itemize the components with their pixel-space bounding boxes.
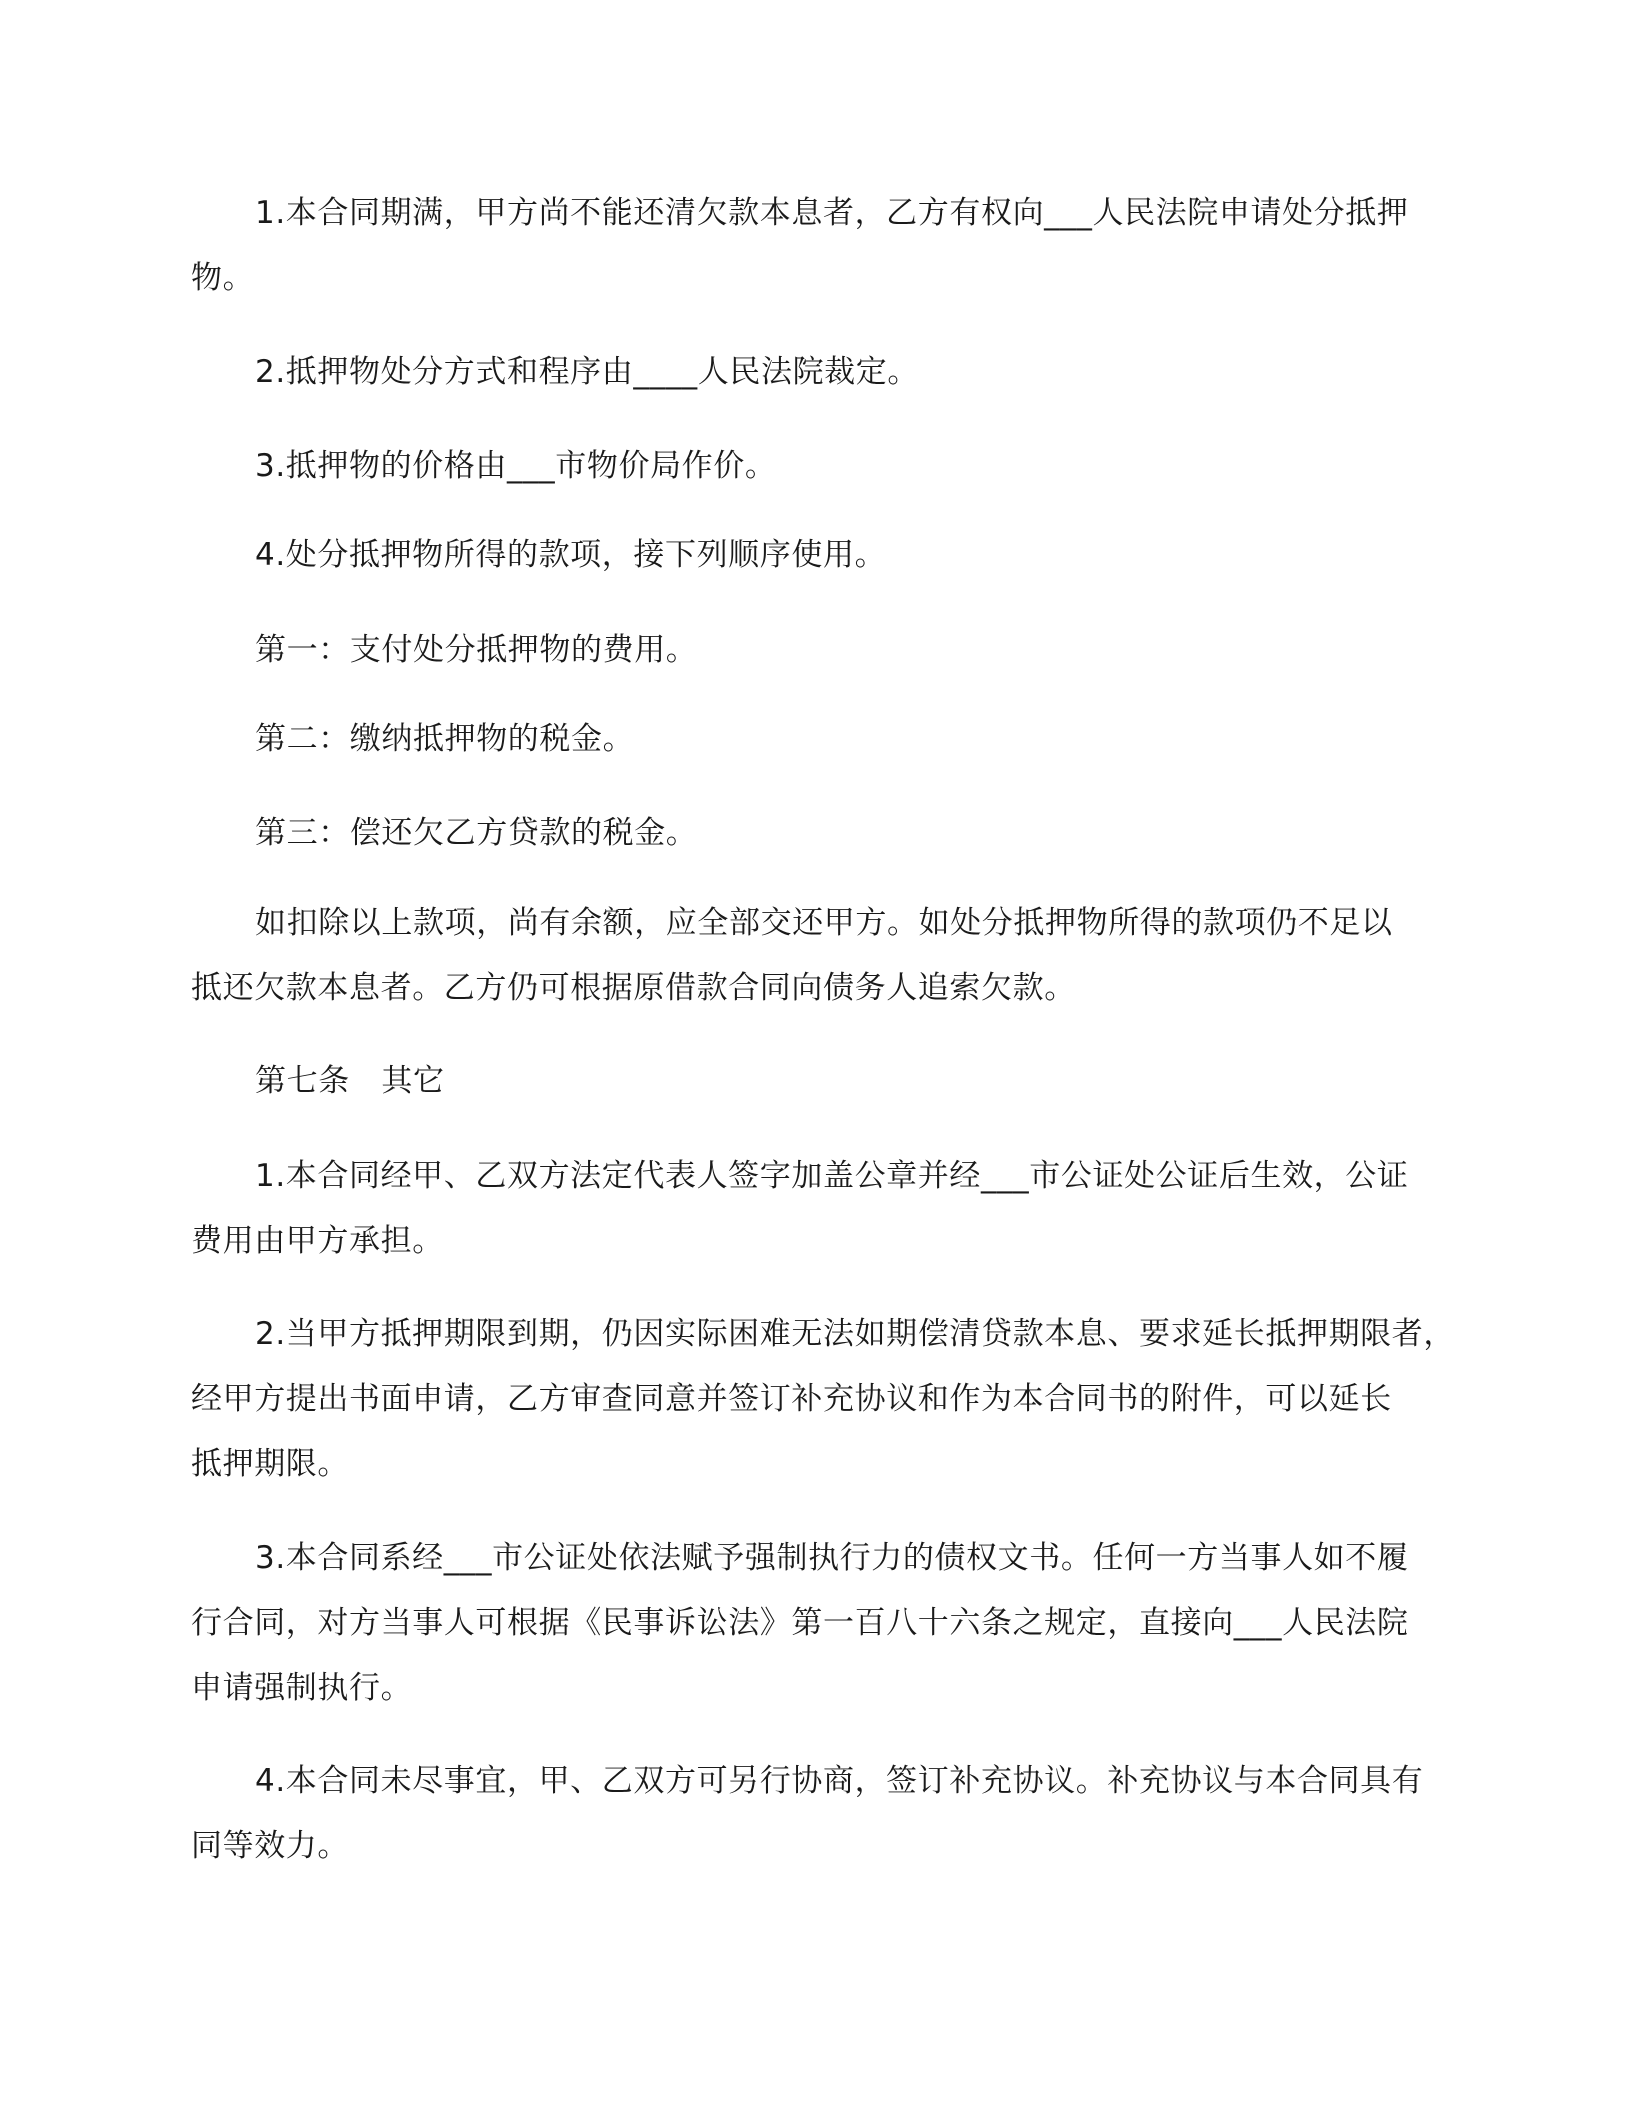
clause-3: 3.抵押物的价格由___市物价局作价。 <box>255 448 777 484</box>
art7-clause-1-line-1: 1.本合同经甲、乙双方法定代表人签字加盖公章并经___市公证处公证后生效，公证 <box>255 1158 1409 1194</box>
remainder-para-line-2: 抵还欠款本息者。乙方仍可根据原借款合同向债务人追索欠款。 <box>191 970 1076 1006</box>
art7-clause-2-line-1: 2.当甲方抵押期限到期，仍因实际困难无法如期偿清贷款本息、要求延长抵押期限者， <box>255 1316 1455 1352</box>
remainder-para-line-1: 如扣除以上款项，尚有余额，应全部交还甲方。如处分抵押物所得的款项仍不足以 <box>255 905 1393 941</box>
art7-clause-3-line-1: 3.本合同系经___市公证处依法赋予强制执行力的债权文书。任何一方当事人如不履 <box>255 1540 1409 1576</box>
art7-clause-2-line-2: 经甲方提出书面申请，乙方审查同意并签订补充协议和作为本合同书的附件，可以延长 <box>191 1381 1392 1417</box>
clause-1-line-2: 物。 <box>191 260 255 296</box>
clause-1-line-1: 1.本合同期满，甲方尚不能还清欠款本息者，乙方有权向___人民法院申请处分抵押 <box>255 195 1409 231</box>
order-third: 第三：偿还欠乙方贷款的税金。 <box>255 815 698 851</box>
order-first: 第一：支付处分抵押物的费用。 <box>255 632 698 668</box>
art7-clause-3-line-3: 申请强制执行。 <box>191 1670 413 1706</box>
clause-4: 4.处分抵押物所得的款项，接下列顺序使用。 <box>255 537 887 573</box>
art7-clause-4-line-1: 4.本合同未尽事宜，甲、乙双方可另行协商，签订补充协议。补充协议与本合同具有 <box>255 1763 1424 1799</box>
art7-clause-3-line-2: 行合同，对方当事人可根据《民事诉讼法》第一百八十六条之规定，直接向___人民法院 <box>191 1605 1409 1641</box>
art7-clause-4-line-2: 同等效力。 <box>191 1828 349 1864</box>
art7-clause-2-line-3: 抵押期限。 <box>191 1446 349 1482</box>
clause-2: 2.抵押物处分方式和程序由____人民法院裁定。 <box>255 354 919 390</box>
article-7-heading: 第七条 其它 <box>255 1063 445 1099</box>
art7-clause-1-line-2: 费用由甲方承担。 <box>191 1223 444 1259</box>
order-second: 第二：缴纳抵押物的税金。 <box>255 721 635 757</box>
